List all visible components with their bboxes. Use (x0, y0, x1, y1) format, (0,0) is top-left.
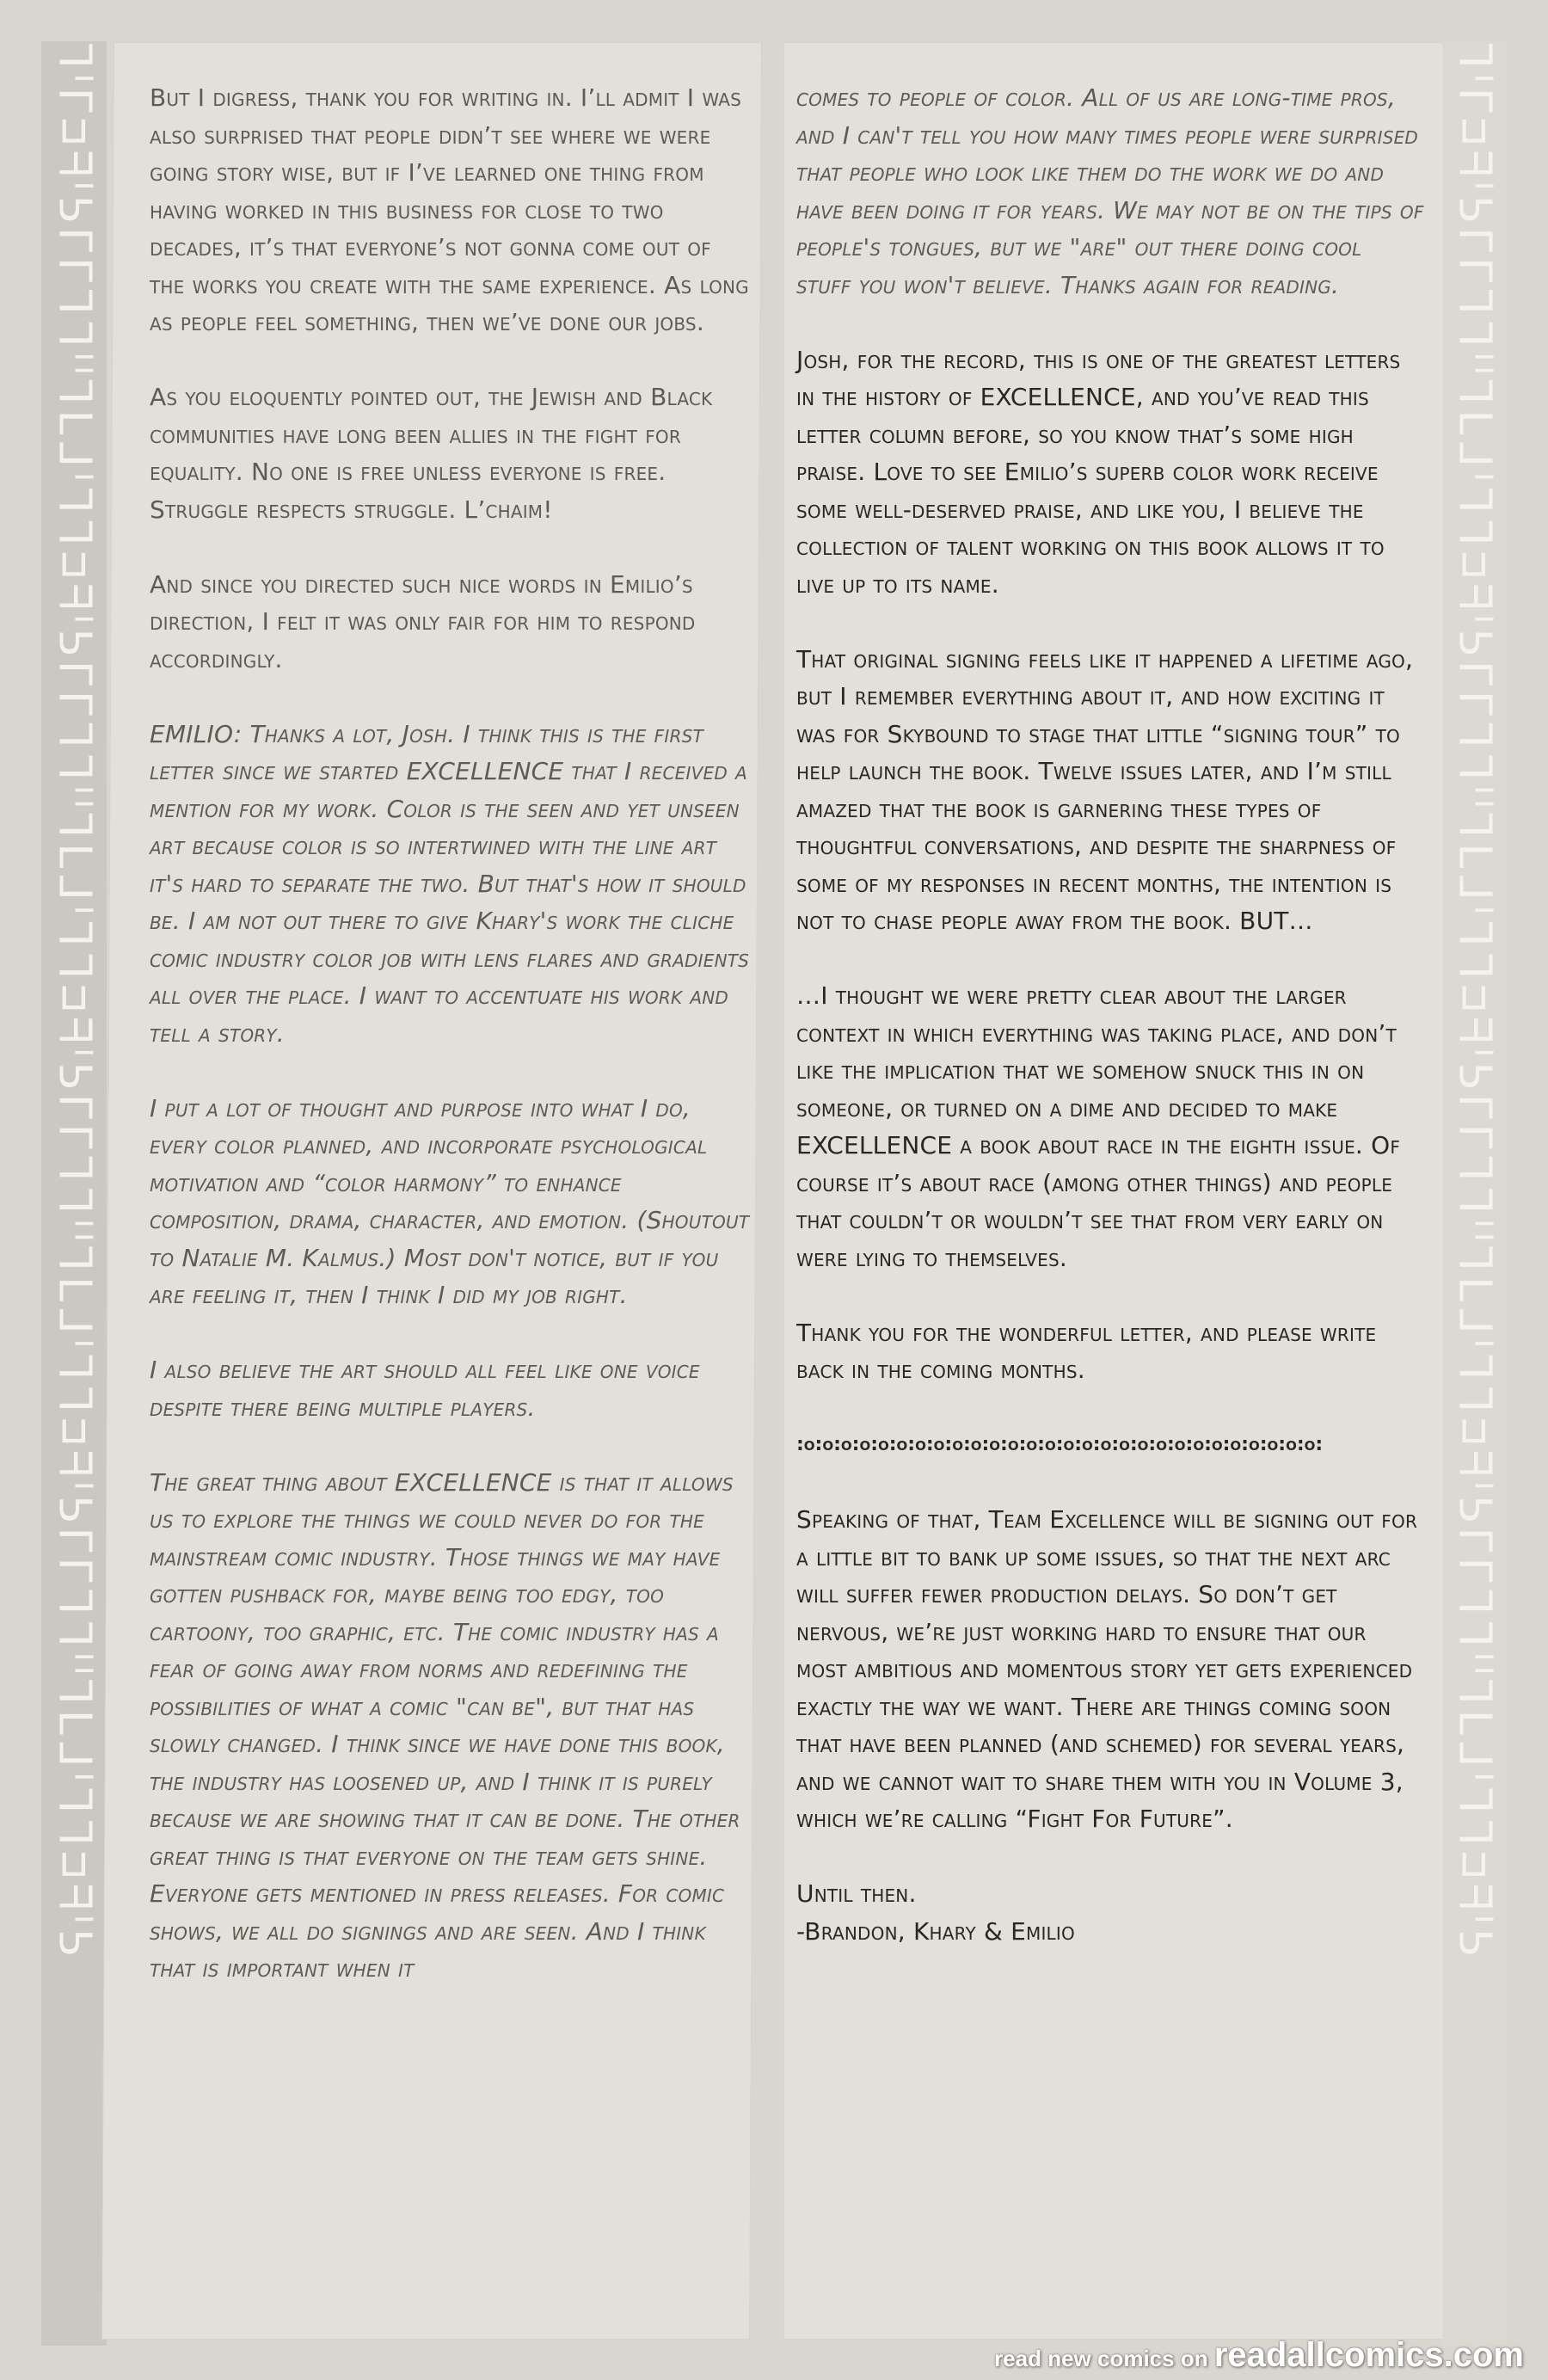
watermark-site: readallcomics.com (1213, 2336, 1524, 2374)
left-paragraph-6: I also believe the art should all feel like one voice despite there being multiple players. (150, 1356, 700, 1422)
right-glyph-text: ᒣᑊᒥ⊐ᖷᑊᕊᒥᒥᒣᒣᑊᑊ⅂ᒪᒧᑊᒣᒣ⊐ᖷᑊᕊᒥᒥᒣᒣᑊᑊ⅂ᒪᒧᑊᒣᒣ⊐ᖷᑊᕊᒥᒥᒣᒣᑊᑊ⅂ᒪᒧᑊᒣᒣ⊐ᖷᑊᕊᒥᒥᒣᒣᑊᑊ⅂ᒪᒧᑊᒣᒣ⊐ᖷᑊᕊ (1448, 41, 1501, 1961)
section-divider: :o:o:o:o:o:o:o:o:o:o:o:o:o:o:o:o:o:o:o:o:o:o:o:o:o:o:o:o: (796, 1434, 1324, 1455)
site-watermark (994, 2336, 1524, 2375)
watermark-prefix: read new comics on (994, 2346, 1214, 2371)
right-paragraph-6: Speaking of that, Team Excellence will be signing out for a little bit to bank up some issues, so that the next arc will suffer fewer production delays. So don’t get nervous, we’re just working hard to ensure that our most ambitious and momentous story yet gets experienced exactly the way we want. There are things coming soon that have been planned (and schemed) for several years, and we cannot wait to share them with you in Volume 3, which we’re calling “Fight For Future”. (796, 1505, 1418, 1833)
left-paragraph-7: The great thing about EXCELLENCE is that it allows us to explore the things we could never do for the mainstream comic industry. Those things we may have gotten pushback for, maybe being too edgy, too cartoony, too graphic, etc. The comic industry has a fear of going away from norms and redefining the possibilities of what a comic "can be", but that has slowly changed. I think since we have done this book, the industry has loosened up, and I think it is purely because we are showing that it can be done. The other great thing is that everyone on the team gets shine. Everyone gets mentioned in press releases. For comic shows, we all do signings and are seen. And I think that is important when it (150, 1467, 740, 1983)
left-glyph-text: ᒣᑊᒥ⊐ᖷᑊᕊᒥᒥᒣᒣᑊᑊ⅂ᒪᒧᑊᒣᒣ⊐ᖷᑊᕊᒥᒥᒣᒣᑊᑊ⅂ᒪᒧᑊᒣᒣ⊐ᖷᑊᕊᒥᒥᒣᒣᑊᑊ⅂ᒪᒧᑊᒣᒣ⊐ᖷᑊᕊᒥᒥᒣᒣᑊᑊ⅂ᒪᒧᑊᒣᒣ⊐ᖷᑊᕊ (48, 41, 101, 1961)
right-paragraph-3: That original signing feels like it happened a lifetime ago, but I remember everything about it, and how exciting it was for Skybound to stage that little “signing tour” to help launch the book. Twelve issues later, and I’m still amazed that the book is garnering these types of thoughtful conversations, and despite the sharpness of some of my responses in recent months, the intention is not to chase people away from the book. BUT… (796, 644, 1414, 935)
right-paragraph-2: Josh, for the record, this is one of the greatest letters in the history of EXCELLENCE, and you’ve read this letter column before, so you know that’s some high praise. Love to see Emilio’s superb color work receive some well-deserved praise, and like you, I believe the collection of talent working on this book allows it to live up to its name. (796, 345, 1401, 599)
right-glyph-strip (1441, 41, 1507, 2346)
left-paragraph-5: I put a lot of thought and purpose into what I do, every color planned, and incorporate psychological motivation and “color harmony” to enhance composition, drama, character, and emotion. (Shoutout to Natalie M. Kalmus.) Most don't notice, but if you are feeling it, then I think I did my job right. (150, 1093, 750, 1309)
left-paragraph-3: And since you directed such nice words in Emilio’s direction, I felt it was only fair for him to respond accordingly. (150, 569, 696, 673)
signoff-line: Until then. (796, 1879, 917, 1908)
left-paragraph-1: But I digress, thank you for writing in. I’ll admit I was also surprised that people didn’t see where we were going story wise, but if I’ve learned one thing from having worked in this business for close to two decades, it’s that everyone’s not gonna come out of the works you create with the same experience. As long as people feel something, then we’ve done our jobs. (150, 83, 749, 336)
left-paragraph-4: EMILIO: Thanks a lot, Josh. I think this is the first letter since we started EXCELLENCE that I received a mention for my work. Color is the seen and yet unseen art because color is so intertwined with the line art it's hard to separate the two. But that's how it should be. I am not out there to give Khary's work the cliche comic industry color job with lens flares and gradients all over the place. I want to accentuate his work and tell a story. (150, 719, 750, 1048)
left-column (150, 79, 752, 2025)
right-column (796, 79, 1424, 1950)
left-paragraph-2: As you eloquently pointed out, the Jewish and Black communities have long been allies in the fight for equality. No one is free unless everyone is free. Struggle respects struggle. L’chaim! (150, 383, 713, 524)
signature-line: -Brandon, Khary & Emilio (796, 1916, 1075, 1946)
right-paragraph-4: …I thought we were pretty clear about the larger context in which everything was taking place, and don’t like the implication that we somehow snuck this in on someone, or turned on a dime and decided to make EXCELLENCE a book about race in the eighth issue. Of course it’s about race (among other things) and people that couldn’t or wouldn’t see that from very early on were lying to themselves. (796, 981, 1401, 1272)
right-paragraph-5: Thank you for the wonderful letter, and please write back in the coming months. (796, 1318, 1377, 1384)
left-glyph-strip (41, 41, 107, 2346)
right-paragraph-1: comes to people of color. All of us are long-time pros, and I can't tell you how many times people were surprised that people who look like them do the work we do and have been doing it for years. We may not be on the tips of people's tongues, but we "are" out there doing cool stuff you won't believe. Thanks again for reading. (796, 83, 1424, 299)
